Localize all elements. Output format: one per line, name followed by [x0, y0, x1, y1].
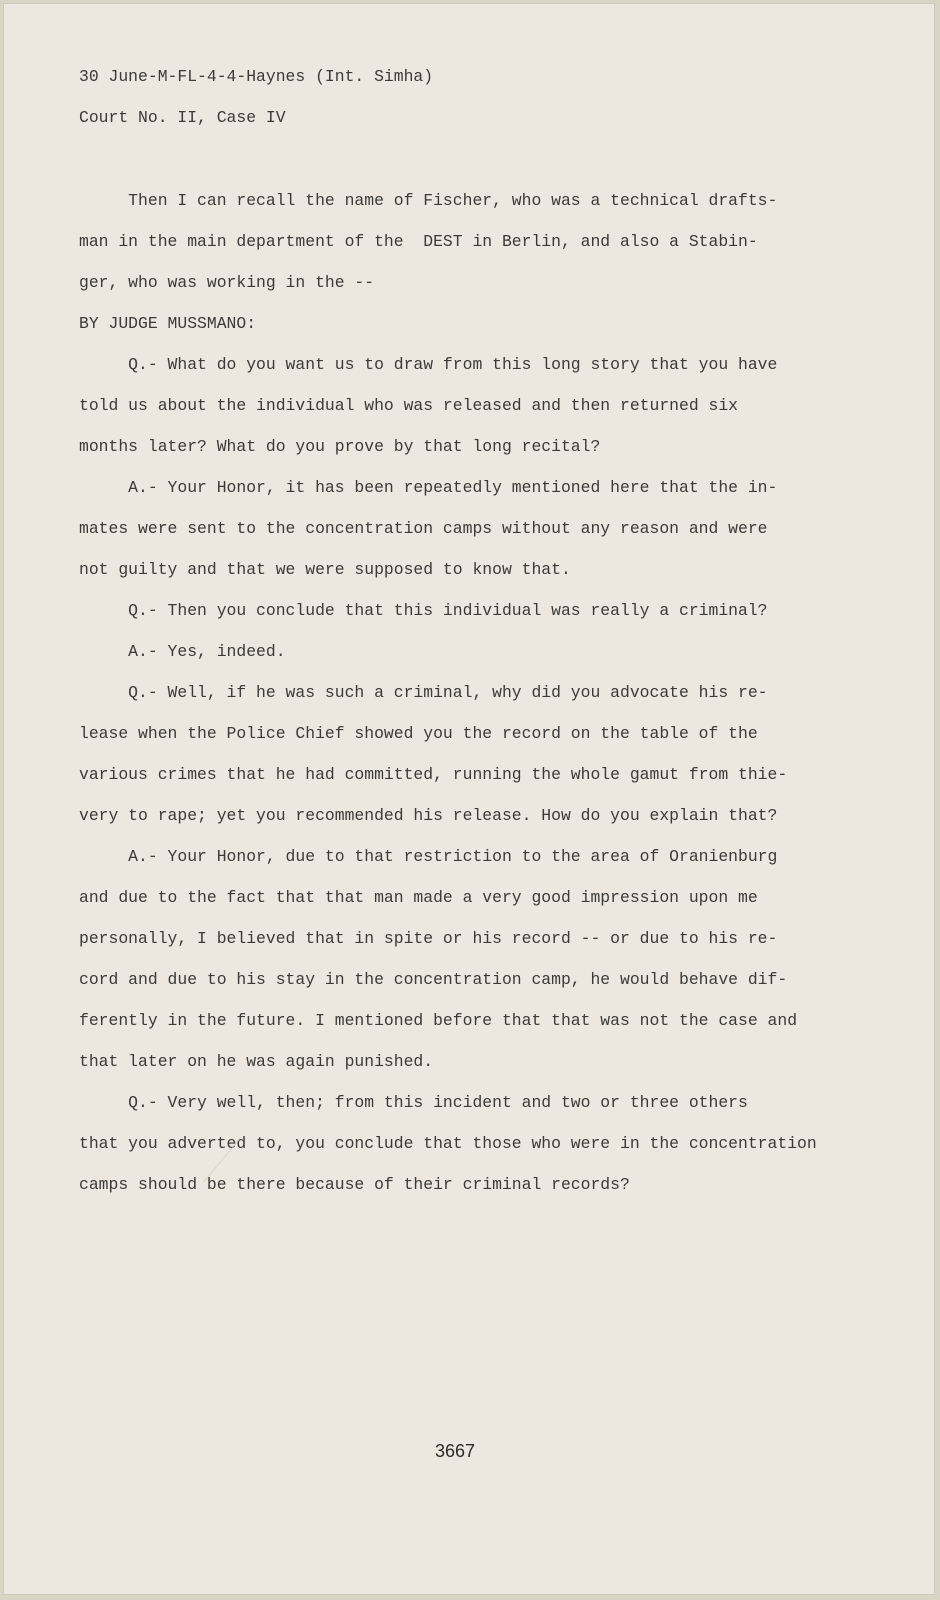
text-line: A.- Yes, indeed.: [79, 642, 286, 661]
text-line: A.- Your Honor, it has been repeatedly mentioned here that the in-: [79, 478, 778, 497]
text-line: Q.- What do you want us to draw from this long story that you have: [79, 355, 778, 374]
text-line: mates were sent to the concentration camps without any reason and were: [79, 519, 768, 538]
text-line: personally, I believed that in spite or his record -- or due to his re-: [79, 929, 778, 948]
text-line: Q.- Then you conclude that this individual was really a criminal?: [79, 601, 768, 620]
header-line: 30 June-M-FL-4-4-Haynes (Int. Simha): [79, 67, 434, 86]
document-page: [3, 3, 935, 1595]
text-line: ferently in the future. I mentioned before that that was not the case and: [79, 1011, 798, 1030]
text-line: not guilty and that we were supposed to know that.: [79, 560, 571, 579]
text-line: man in the main department of the DEST in Berlin, and also a Stabin-: [79, 232, 758, 251]
text-line: A.- Your Honor, due to that restriction to the area of Oranienburg: [79, 847, 778, 866]
text-line: Then I can recall the name of Fischer, who was a technical drafts-: [79, 191, 778, 210]
typed-text-block: [79, 3, 817, 1194]
text-line: lease when the Police Chief showed you the record on the table of the: [79, 724, 758, 743]
text-line: told us about the individual who was released and then returned six: [79, 396, 739, 415]
text-line: Q.- Very well, then; from this incident and two or three others: [79, 1093, 748, 1112]
text-line: months later? What do you prove by that long recital?: [79, 437, 601, 456]
text-line: ger, who was working in the --: [79, 273, 375, 292]
text-line: various crimes that he had committed, running the whole gamut from thie-: [79, 765, 788, 784]
text-line: very to rape; yet you recommended his release. How do you explain that?: [79, 806, 778, 825]
text-line: Q.- Well, if he was such a criminal, why did you advocate his re-: [79, 683, 768, 702]
speaker-heading: BY JUDGE MUSSMANO:: [79, 314, 257, 333]
text-line: that later on he was again punished.: [79, 1052, 434, 1071]
text-line: camps should be there because of their criminal records?: [79, 1175, 630, 1194]
page-number: 3667: [435, 1441, 476, 1461]
header-line: Court No. II, Case IV: [79, 108, 286, 127]
text-line: that you adverted to, you conclude that those who were in the concentration: [79, 1134, 817, 1153]
text-line: cord and due to his stay in the concentration camp, he would behave dif-: [79, 970, 788, 989]
text-line: and due to the fact that that man made a very good impression upon me: [79, 888, 758, 907]
